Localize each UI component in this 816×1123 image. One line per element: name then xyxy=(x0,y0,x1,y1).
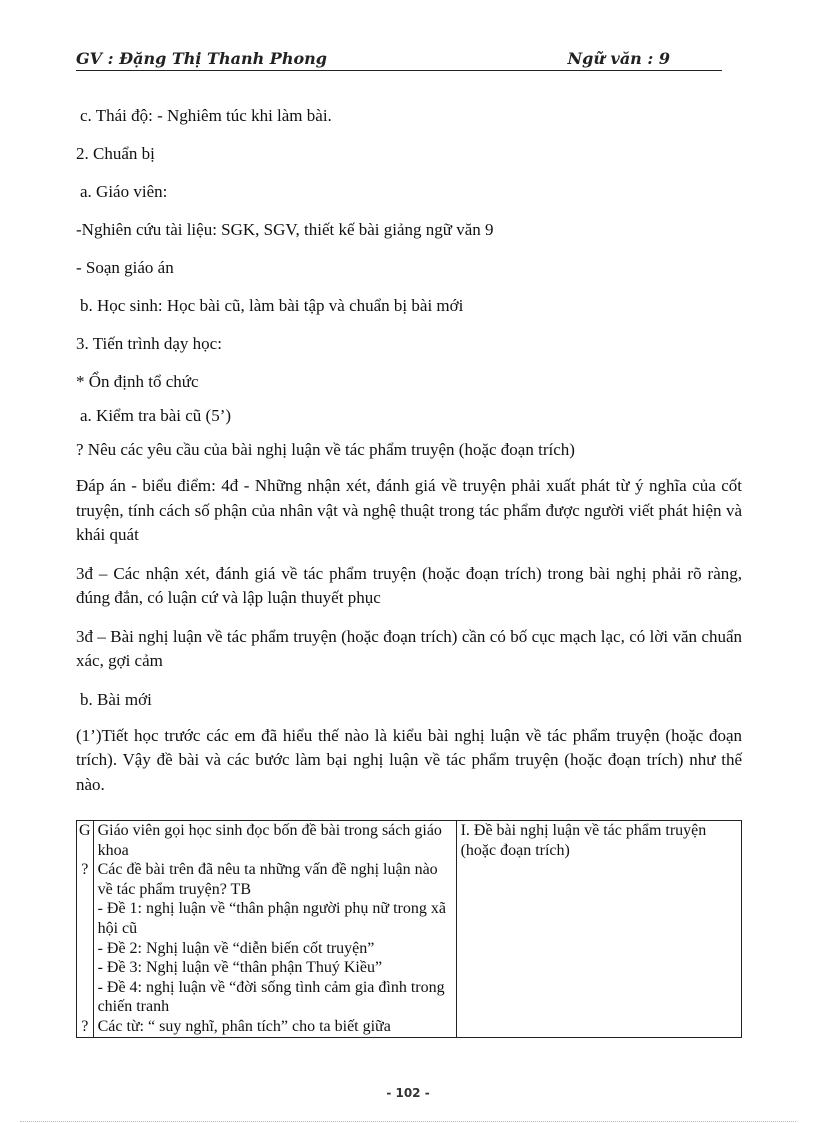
activity-item: - Đề 4: nghị luận về “đời sống tình cảm gia đình trong chiến tranh xyxy=(97,978,445,1016)
marker-column xyxy=(77,821,94,1038)
activity-item: - Đề 3: Nghị luận về “thân phận Thuý Kiều” xyxy=(97,959,383,977)
page-number: - 102 - xyxy=(386,1086,430,1100)
activity-item: - Đề 2: Nghị luận về “diễn biến cốt truyện” xyxy=(97,939,375,957)
activity-item: - Đề 1: nghị luận về “thân phận người phụ nữ trong xã hội cũ xyxy=(97,900,446,937)
check-question: ? Nêu các yêu cầu của bài nghị luận về tác phẩm truyện (hoặc đoạn trích) xyxy=(76,440,575,459)
section-preparation: 2. Chuẩn bị xyxy=(76,144,155,163)
lesson-table xyxy=(76,820,742,1038)
teacher-plan-line: - Soạn giáo án xyxy=(76,258,174,277)
lesson-body xyxy=(76,104,742,797)
activity-item: Các từ: “ suy nghĩ, phân tích” cho ta biết giữa xyxy=(97,1017,391,1035)
answer-paragraph-1: Đáp án - biểu điểm: 4đ - Những nhận xét, đánh giá về truyện phải xuất phát từ ý nghĩa của cốt truyện, tính cách số phận của nhân vật và nghệ thuật trong tác phẩm được người viết phát hiện và khái quát xyxy=(76,476,742,544)
content-heading: I. Đề bài nghị luận về tác phẩm truyện (hoặc đoạn trích) xyxy=(460,822,707,859)
student-line: b. Học sinh: Học bài cũ, làm bài tập và chuẩn bị bài mới xyxy=(80,296,464,315)
answer-paragraph-2: 3đ – Các nhận xét, đánh giá về tác phẩm truyện (hoặc đoạn trích) trong bài nghị phải rõ ràng, đúng đắn, có luận cứ và lập luận thuyết phục xyxy=(76,563,742,607)
activity-item: Các đề bài trên đã nêu ta những vấn đề nghị luận nào về tác phẩm truyện? TB xyxy=(97,861,438,898)
header-subject: Ngữ văn : 9 xyxy=(567,49,670,68)
class-organization-line: * Ổn định tổ chức xyxy=(76,372,199,391)
page-edge-divider xyxy=(20,1121,796,1122)
new-lesson-heading: b. Bài mới xyxy=(80,689,152,709)
attitude-line: c. Thái độ: - Nghiêm túc khi làm bài. xyxy=(80,106,332,125)
marker-question-2: ? xyxy=(81,1017,89,1035)
marker-question-1: ? xyxy=(81,861,89,879)
content-column xyxy=(456,821,741,1038)
page-header xyxy=(76,48,722,71)
teacher-heading: a. Giáo viên: xyxy=(80,182,168,201)
table-row xyxy=(77,821,742,1038)
old-lesson-check-line: a. Kiểm tra bài cũ (5’) xyxy=(80,406,232,425)
intro-paragraph: (1’)Tiết học trước các em đã hiểu thế nào là kiểu bài nghị luận về tác phẩm truyện (hoặc đoạn trích). Vậy đề bài và các bước làm bại nghị luận về tác phẩm truyện (hoặc đoạn trích) như thế nào. xyxy=(76,725,742,794)
teacher-research-line: -Nghiên cứu tài liệu: SGK, SGV, thiết kế bài giảng ngữ văn 9 xyxy=(76,220,494,239)
answer-paragraph-3: 3đ – Bài nghị luận về tác phẩm truyện (hoặc đoạn trích) cần có bố cục mạch lạc, có lời văn chuẩn xác, gợi cảm xyxy=(76,626,742,670)
activity-column xyxy=(93,821,456,1038)
marker-teacher: G xyxy=(79,822,91,839)
activity-item: Giáo viên gọi học sinh đọc bốn đề bài trong sách giáo khoa xyxy=(97,822,442,859)
header-teacher: GV : Đặng Thị Thanh Phong xyxy=(76,49,327,68)
section-process: 3. Tiến trình dạy học: xyxy=(76,334,222,353)
